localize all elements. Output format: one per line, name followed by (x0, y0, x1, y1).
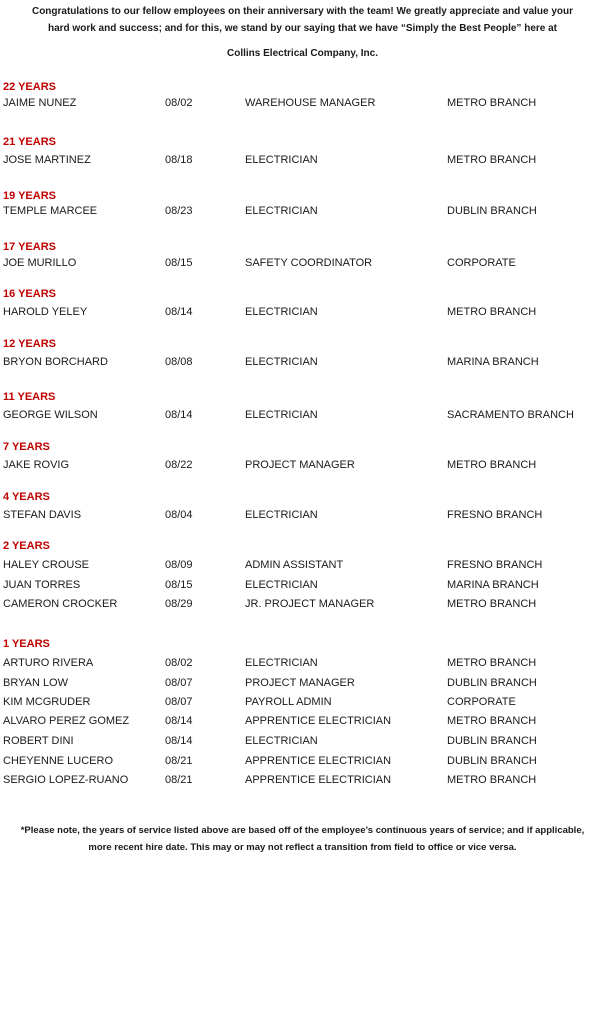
employee-name: JAKE ROVIG (3, 459, 70, 471)
employee-name: KIM MCGRUDER (3, 696, 91, 708)
group-title-12-years: 12 YEARS (3, 338, 56, 350)
table-row (0, 356, 605, 370)
employee-position: ELECTRICIAN (245, 154, 318, 166)
table-row (0, 735, 605, 749)
employee-position: ELECTRICIAN (245, 409, 318, 421)
group-title-1-years: 1 YEARS (3, 638, 50, 650)
anniversary-date: 08/14 (165, 306, 193, 318)
employee-position: ELECTRICIAN (245, 205, 318, 217)
employee-name: CAMERON CROCKER (3, 598, 118, 610)
employee-location: METRO BRANCH (447, 97, 537, 109)
employee-name: ROBERT DINI (3, 735, 74, 747)
group-title-16-years: 16 YEARS (3, 288, 56, 300)
table-row (0, 598, 605, 612)
employee-position: PAYROLL ADMIN (245, 696, 332, 708)
table-row (0, 257, 605, 271)
employee-location: METRO BRANCH (447, 598, 537, 610)
employee-location: METRO BRANCH (447, 774, 537, 786)
anniversary-date: 08/08 (165, 356, 193, 368)
anniversary-date: 08/09 (165, 559, 193, 571)
employee-position: ADMIN ASSISTANT (245, 559, 344, 571)
employee-name: JOSE MARTINEZ (3, 154, 91, 166)
employee-position: APPRENTICE ELECTRICIAN (245, 774, 392, 786)
anniversary-date: 08/14 (165, 715, 193, 727)
employee-name: JOE MURILLO (3, 257, 77, 269)
employee-position: ELECTRICIAN (245, 579, 318, 591)
employee-name: HALEY CROUSE (3, 559, 89, 571)
anniversary-date: 08/15 (165, 257, 193, 269)
employee-location: DUBLIN BRANCH (447, 677, 537, 689)
table-row (0, 715, 605, 729)
employee-position: ELECTRICIAN (245, 306, 318, 318)
employee-position: PROJECT MANAGER (245, 677, 355, 689)
employee-position: ELECTRICIAN (245, 657, 318, 669)
employee-name: CHEYENNE LUCERO (3, 755, 114, 767)
group-title-22-years: 22 YEARS (3, 81, 56, 93)
footnote-line-1: *Please note, the years of service listed above are based off of the employee’s continuous years of service; and if applicable, (20, 825, 585, 836)
company-name: Collins Electrical Company, Inc. (227, 48, 378, 59)
employee-name: JAIME NUNEZ (3, 97, 77, 109)
employee-name: HAROLD YELEY (3, 306, 88, 318)
table-row (0, 755, 605, 769)
table-row (0, 97, 605, 111)
anniversary-date: 08/15 (165, 579, 193, 591)
table-row (0, 579, 605, 593)
table-row (0, 509, 605, 523)
table-row (0, 559, 605, 573)
anniversary-date: 08/04 (165, 509, 193, 521)
anniversary-date: 08/14 (165, 409, 193, 421)
employee-location: METRO BRANCH (447, 715, 537, 727)
anniversary-date: 08/29 (165, 598, 193, 610)
employee-location: METRO BRANCH (447, 306, 537, 318)
employee-name: STEFAN DAVIS (3, 509, 82, 521)
employee-location: MARINA BRANCH (447, 356, 539, 368)
employee-name: ALVARO PEREZ GOMEZ (3, 715, 130, 727)
footnote-line-2: more recent hire date. This may or may not reflect a transition from field to office or vice versa. (88, 842, 517, 853)
employee-location: METRO BRANCH (447, 459, 537, 471)
table-row (0, 696, 605, 710)
employee-location: FRESNO BRANCH (447, 509, 543, 521)
employee-name: SERGIO LOPEZ-RUANO (3, 774, 129, 786)
employee-name: ARTURO RIVERA (3, 657, 94, 669)
employee-name: BRYAN LOW (3, 677, 68, 689)
group-title-17-years: 17 YEARS (3, 241, 56, 253)
employee-location: METRO BRANCH (447, 154, 537, 166)
employee-location: DUBLIN BRANCH (447, 755, 537, 767)
employee-location: MARINA BRANCH (447, 579, 539, 591)
employee-name: GEORGE WILSON (3, 409, 98, 421)
intro-line-1: Congratulations to our fellow employees on their anniversary with the team! We greatly appreciate and value your (31, 6, 574, 17)
anniversary-date: 08/14 (165, 735, 193, 747)
employee-location: CORPORATE (447, 257, 516, 269)
table-row (0, 774, 605, 788)
employee-location: CORPORATE (447, 696, 516, 708)
anniversary-date: 08/23 (165, 205, 193, 217)
employee-name: JUAN TORRES (3, 579, 81, 591)
group-title-4-years: 4 YEARS (3, 491, 50, 503)
anniversary-date: 08/02 (165, 657, 193, 669)
table-row (0, 154, 605, 168)
group-title-11-years: 11 YEARS (3, 391, 56, 403)
table-row (0, 306, 605, 320)
intro-line-2: hard work and success; and for this, we stand by our saying that we have “Simply the Best People” here at (47, 23, 558, 34)
anniversary-date: 08/22 (165, 459, 193, 471)
employee-position: PROJECT MANAGER (245, 459, 355, 471)
anniversary-date: 08/07 (165, 696, 193, 708)
employee-position: ELECTRICIAN (245, 735, 318, 747)
group-title-7-years: 7 YEARS (3, 441, 50, 453)
anniversary-date: 08/02 (165, 97, 193, 109)
employee-position: ELECTRICIAN (245, 509, 318, 521)
employee-location: DUBLIN BRANCH (447, 735, 537, 747)
anniversary-date: 08/21 (165, 774, 193, 786)
service-footnote (0, 822, 605, 856)
employee-position: ELECTRICIAN (245, 356, 318, 368)
anniversary-date: 08/21 (165, 755, 193, 767)
table-row (0, 657, 605, 671)
table-row (0, 205, 605, 219)
employee-position: APPRENTICE ELECTRICIAN (245, 715, 392, 727)
employee-location: DUBLIN BRANCH (447, 205, 537, 217)
employee-name: BRYON BORCHARD (3, 356, 108, 368)
anniversary-date: 08/07 (165, 677, 193, 689)
group-title-21-years: 21 YEARS (3, 136, 56, 148)
employee-location: METRO BRANCH (447, 657, 537, 669)
employee-position: APPRENTICE ELECTRICIAN (245, 755, 392, 767)
table-row (0, 409, 605, 423)
group-title-19-years: 19 YEARS (3, 190, 56, 202)
intro-message (0, 3, 605, 62)
employee-name: TEMPLE MARCEE (3, 205, 98, 217)
table-row (0, 677, 605, 691)
group-title-2-years: 2 YEARS (3, 540, 50, 552)
employee-location: SACRAMENTO BRANCH (447, 409, 574, 421)
employee-position: JR. PROJECT MANAGER (245, 598, 375, 610)
employee-position: SAFETY COORDINATOR (245, 257, 373, 269)
anniversary-date: 08/18 (165, 154, 193, 166)
employee-location: FRESNO BRANCH (447, 559, 543, 571)
employee-position: WAREHOUSE MANAGER (245, 97, 376, 109)
table-row (0, 459, 605, 473)
